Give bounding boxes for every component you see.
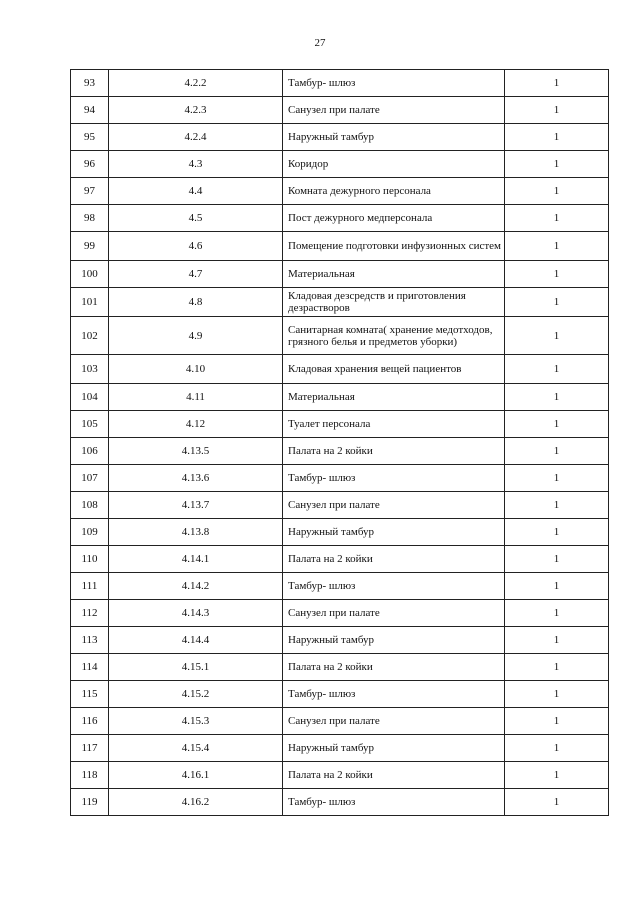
table-row xyxy=(71,546,609,573)
table-row xyxy=(71,355,609,384)
room-code: 4.8 xyxy=(109,288,283,317)
room-code: 4.15.1 xyxy=(109,654,283,681)
table-row xyxy=(71,465,609,492)
room-code: 4.16.2 xyxy=(109,789,283,816)
room-code: 4.2.2 xyxy=(109,70,283,97)
row-number: 93 xyxy=(71,70,109,97)
room-code: 4.2.4 xyxy=(109,124,283,151)
room-name: Палата на 2 койки xyxy=(283,438,505,465)
table-row xyxy=(71,317,609,355)
room-quantity: 1 xyxy=(505,762,609,789)
table-row xyxy=(71,600,609,627)
row-number: 105 xyxy=(71,411,109,438)
row-number: 97 xyxy=(71,178,109,205)
table-row xyxy=(71,97,609,124)
room-name: Санузел при палате xyxy=(283,97,505,124)
table-row xyxy=(71,124,609,151)
room-name: Туалет персонала xyxy=(283,411,505,438)
room-quantity: 1 xyxy=(505,492,609,519)
row-number: 109 xyxy=(71,519,109,546)
row-number: 116 xyxy=(71,708,109,735)
room-code: 4.14.1 xyxy=(109,546,283,573)
room-quantity: 1 xyxy=(505,789,609,816)
row-number: 99 xyxy=(71,232,109,261)
room-code: 4.13.7 xyxy=(109,492,283,519)
room-quantity: 1 xyxy=(505,355,609,384)
room-quantity: 1 xyxy=(505,600,609,627)
room-code: 4.14.2 xyxy=(109,573,283,600)
room-code: 4.12 xyxy=(109,411,283,438)
room-quantity: 1 xyxy=(505,546,609,573)
room-code: 4.9 xyxy=(109,317,283,355)
table-row xyxy=(71,411,609,438)
room-name: Санузел при палате xyxy=(283,492,505,519)
room-quantity: 1 xyxy=(505,681,609,708)
rooms-table-body xyxy=(71,70,609,816)
row-number: 107 xyxy=(71,465,109,492)
room-name: Санузел при палате xyxy=(283,600,505,627)
room-name: Наружный тамбур xyxy=(283,627,505,654)
row-number: 115 xyxy=(71,681,109,708)
row-number: 118 xyxy=(71,762,109,789)
row-number: 96 xyxy=(71,151,109,178)
room-code: 4.11 xyxy=(109,384,283,411)
row-number: 108 xyxy=(71,492,109,519)
table-row xyxy=(71,288,609,317)
room-name: Наружный тамбур xyxy=(283,124,505,151)
table-row xyxy=(71,492,609,519)
room-quantity: 1 xyxy=(505,288,609,317)
room-name: Санитарная комната( хранение медотходов, грязного белья и предметов уборки) xyxy=(283,317,505,355)
room-name: Пост дежурного медперсонала xyxy=(283,205,505,232)
room-quantity: 1 xyxy=(505,97,609,124)
row-number: 117 xyxy=(71,735,109,762)
room-quantity: 1 xyxy=(505,261,609,288)
table-row xyxy=(71,261,609,288)
room-quantity: 1 xyxy=(505,708,609,735)
room-name: Наружный тамбур xyxy=(283,519,505,546)
room-quantity: 1 xyxy=(505,654,609,681)
row-number: 104 xyxy=(71,384,109,411)
room-code: 4.15.4 xyxy=(109,735,283,762)
table-row xyxy=(71,735,609,762)
row-number: 110 xyxy=(71,546,109,573)
row-number: 103 xyxy=(71,355,109,384)
page-number: 27 xyxy=(314,37,326,49)
room-code: 4.14.3 xyxy=(109,600,283,627)
room-quantity: 1 xyxy=(505,317,609,355)
room-quantity: 1 xyxy=(505,178,609,205)
room-quantity: 1 xyxy=(505,205,609,232)
table-row xyxy=(71,178,609,205)
room-name: Палата на 2 койки xyxy=(283,546,505,573)
room-name: Тамбур- шлюз xyxy=(283,681,505,708)
room-code: 4.14.4 xyxy=(109,627,283,654)
room-quantity: 1 xyxy=(505,70,609,97)
room-code: 4.2.3 xyxy=(109,97,283,124)
table-row xyxy=(71,519,609,546)
table-row xyxy=(71,681,609,708)
room-name: Тамбур- шлюз xyxy=(283,465,505,492)
table-row xyxy=(71,654,609,681)
room-name: Кладовая хранения вещей пациентов xyxy=(283,355,505,384)
table-row xyxy=(71,573,609,600)
table-row xyxy=(71,70,609,97)
room-code: 4.15.2 xyxy=(109,681,283,708)
room-name: Наружный тамбур xyxy=(283,735,505,762)
row-number: 111 xyxy=(71,573,109,600)
table-row xyxy=(71,627,609,654)
table-row xyxy=(71,762,609,789)
room-name: Палата на 2 койки xyxy=(283,762,505,789)
room-quantity: 1 xyxy=(505,573,609,600)
room-name: Комната дежурного персонала xyxy=(283,178,505,205)
room-name: Тамбур- шлюз xyxy=(283,70,505,97)
row-number: 95 xyxy=(71,124,109,151)
table-row xyxy=(71,708,609,735)
row-number: 94 xyxy=(71,97,109,124)
room-code: 4.10 xyxy=(109,355,283,384)
room-name: Кладовая дезсредств и приготовления дезрастворов xyxy=(283,288,505,317)
table-row xyxy=(71,384,609,411)
row-number: 102 xyxy=(71,317,109,355)
row-number: 119 xyxy=(71,789,109,816)
room-quantity: 1 xyxy=(505,232,609,261)
rooms-table xyxy=(70,69,609,816)
room-name: Тамбур- шлюз xyxy=(283,789,505,816)
room-code: 4.13.8 xyxy=(109,519,283,546)
room-code: 4.5 xyxy=(109,205,283,232)
row-number: 106 xyxy=(71,438,109,465)
room-name: Тамбур- шлюз xyxy=(283,573,505,600)
room-name: Материальная xyxy=(283,261,505,288)
room-quantity: 1 xyxy=(505,465,609,492)
room-code: 4.13.5 xyxy=(109,438,283,465)
room-quantity: 1 xyxy=(505,735,609,762)
room-name: Коридор xyxy=(283,151,505,178)
room-code: 4.3 xyxy=(109,151,283,178)
room-code: 4.15.3 xyxy=(109,708,283,735)
row-number: 112 xyxy=(71,600,109,627)
table-row xyxy=(71,789,609,816)
table-row xyxy=(71,438,609,465)
room-quantity: 1 xyxy=(505,438,609,465)
room-quantity: 1 xyxy=(505,124,609,151)
row-number: 98 xyxy=(71,205,109,232)
room-name: Палата на 2 койки xyxy=(283,654,505,681)
room-name: Помещение подготовки инфузионных систем xyxy=(283,232,505,261)
room-quantity: 1 xyxy=(505,411,609,438)
room-quantity: 1 xyxy=(505,384,609,411)
room-quantity: 1 xyxy=(505,519,609,546)
room-quantity: 1 xyxy=(505,627,609,654)
room-code: 4.4 xyxy=(109,178,283,205)
row-number: 114 xyxy=(71,654,109,681)
room-name: Материальная xyxy=(283,384,505,411)
room-code: 4.7 xyxy=(109,261,283,288)
row-number: 100 xyxy=(71,261,109,288)
table-row xyxy=(71,205,609,232)
row-number: 101 xyxy=(71,288,109,317)
room-code: 4.6 xyxy=(109,232,283,261)
table-row xyxy=(71,151,609,178)
room-code: 4.16.1 xyxy=(109,762,283,789)
table-row xyxy=(71,232,609,261)
room-name: Санузел при палате xyxy=(283,708,505,735)
room-quantity: 1 xyxy=(505,151,609,178)
room-code: 4.13.6 xyxy=(109,465,283,492)
row-number: 113 xyxy=(71,627,109,654)
